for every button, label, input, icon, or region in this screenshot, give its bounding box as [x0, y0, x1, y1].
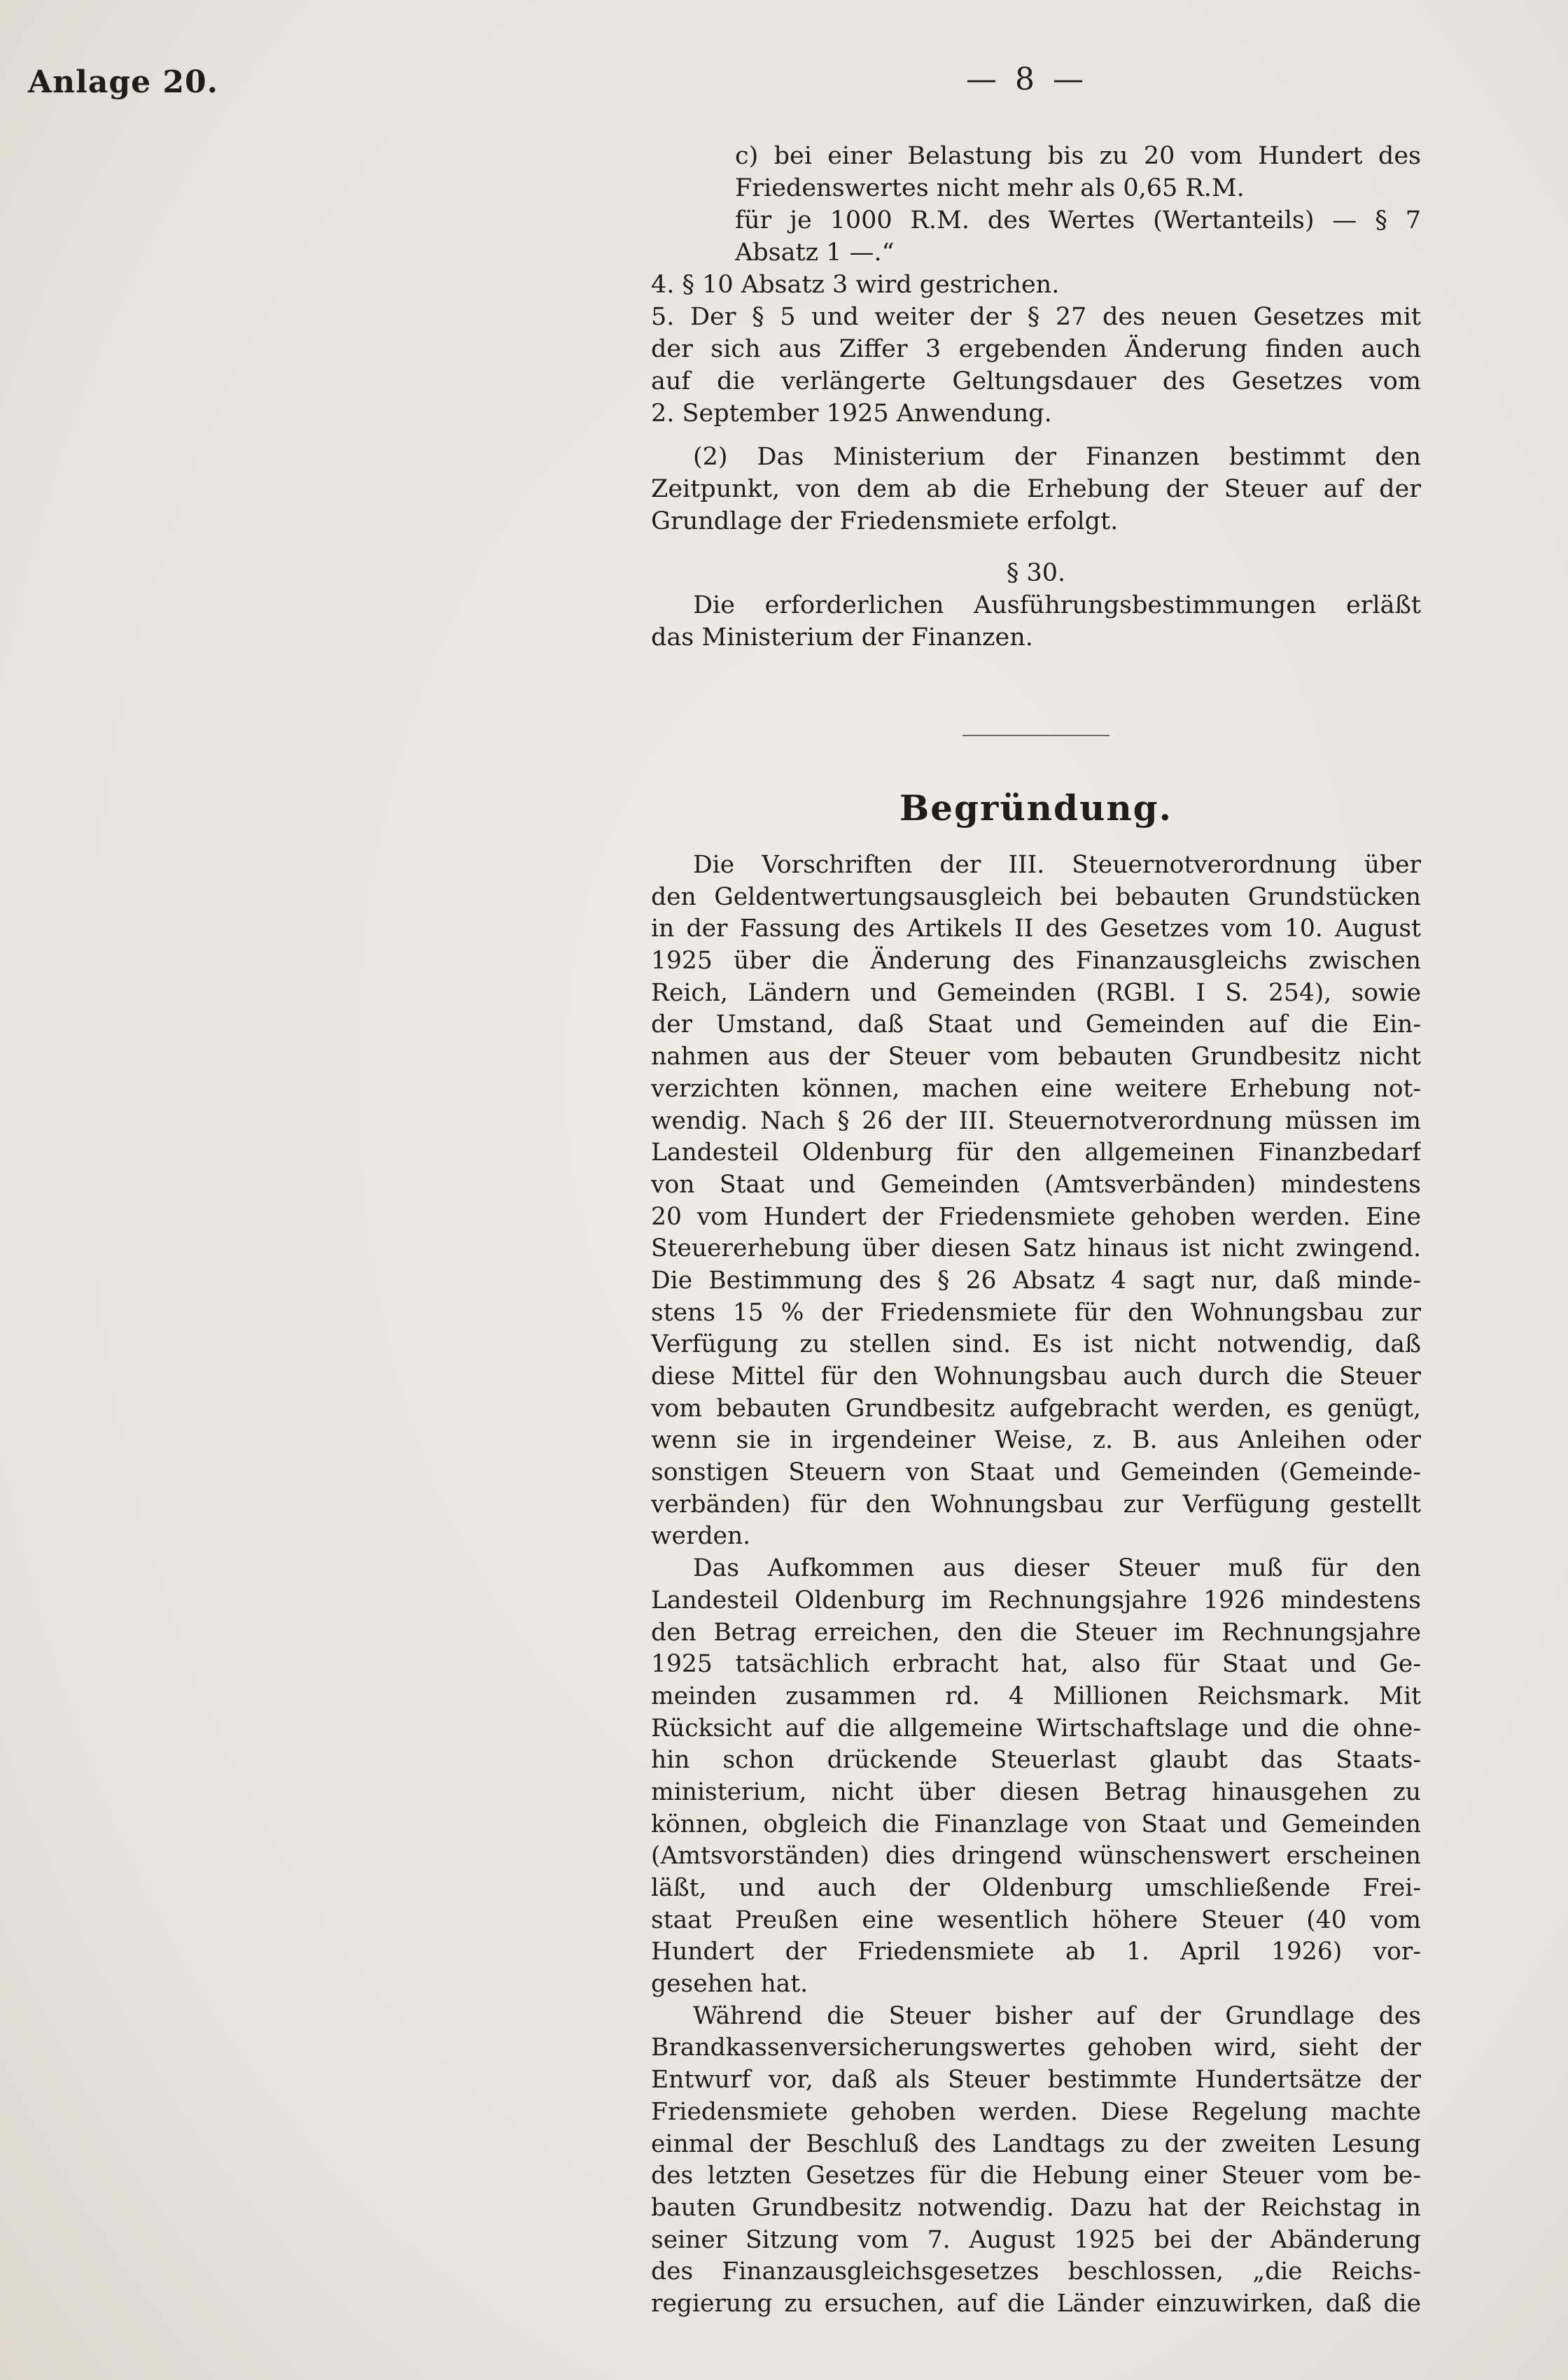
text-line: der Umstand, daß Staat und Gemeinden auf die Ein-: [651, 1011, 1421, 1039]
text-line: das Ministerium der Finanzen.: [651, 624, 1033, 652]
text-line: staat Preußen eine wesentlich höhere Steuer (40 vom: [651, 1906, 1421, 1934]
text-line: Landesteil Oldenburg für den allgemeinen Finanzbedarf: [651, 1139, 1421, 1167]
text-line: (Amtsvorständen) dies dringend wünschenswert erscheinen: [651, 1842, 1421, 1871]
reasoning-paragraph-3: [651, 2001, 1421, 2321]
text-line: für je 1000 R.M. des Wertes (Wertanteils) — § 7: [735, 206, 1421, 234]
text-line: nahmen aus der Steuer vom bebauten Grundbesitz nicht: [651, 1043, 1421, 1071]
text-line: sonstigen Steuern von Staat und Gemeinden (Gemeinde-: [651, 1458, 1421, 1487]
text-line: Rücksicht auf die allgemeine Wirtschaftslage und die ohne-: [651, 1714, 1421, 1742]
text-line: Landesteil Oldenburg im Rechnungsjahre 1926 mindestens: [651, 1586, 1421, 1614]
text-line: 1925 tatsächlich erbracht hat, also für Staat und Ge-: [651, 1650, 1421, 1679]
text-line: Zeitpunkt, von dem ab die Erhebung der Steuer auf der: [651, 475, 1421, 503]
text-line: Das Aufkommen aus dieser Steuer muß für den: [693, 1554, 1421, 1583]
item-c: [651, 140, 1421, 269]
text-line: seiner Sitzung vom 7. August 1925 bei der Abänderung: [651, 2225, 1421, 2254]
text-line: läßt, und auch der Oldenburg umschließende Frei-: [651, 1874, 1421, 1902]
text-line: wendig. Nach § 26 der III. Steuernotverordnung müssen im: [651, 1106, 1421, 1135]
reasoning-heading: Begründung.: [899, 787, 1173, 829]
text-line: c) bei einer Belastung bis zu 20 vom Hundert des: [735, 142, 1421, 170]
text-line: Friedenswertes nicht mehr als 0,65 R.M.: [735, 174, 1245, 202]
text-line: einmal der Beschluß des Landtags zu der zweiten Lesung: [651, 2129, 1421, 2158]
paragraph-2: [651, 441, 1421, 537]
text-line: ministerium, nicht über diesen Betrag hinausgehen zu: [651, 1777, 1421, 1806]
text-line: 4. § 10 Absatz 3 wird gestrichen.: [651, 271, 1060, 299]
text-line: vom bebauten Grundbesitz aufgebracht werden, es genügt,: [651, 1394, 1421, 1423]
item-5: [651, 301, 1421, 430]
text-line: Entwurf vor, daß als Steuer bestimmte Hundertsätze der: [651, 2066, 1421, 2094]
annex-label: Anlage 20.: [28, 64, 218, 100]
text-line: den Geldentwertungsausgleich bei bebauten Grundstücken: [651, 882, 1421, 911]
page-number: — 8 —: [966, 62, 1088, 97]
text-line: des letzten Gesetzes für die Hebung einer Steuer vom be-: [651, 2162, 1421, 2190]
text-line: Friedensmiete gehoben werden. Diese Regelung machte: [651, 2097, 1421, 2126]
text-line: meinden zusammen rd. 4 Millionen Reichsmark. Mit: [651, 1682, 1421, 1710]
text-line: bauten Grundbesitz notwendig. Dazu hat der Reichstag in: [651, 2193, 1421, 2222]
section-30-title: § 30.: [1006, 559, 1066, 587]
text-line: hin schon drückende Steuerlast glaubt das Staats-: [651, 1746, 1421, 1775]
text-line: Die Vorschriften der III. Steuernotverordnung über: [693, 851, 1421, 879]
reasoning-paragraph-2: [651, 1553, 1421, 2001]
text-line: diese Mittel für den Wohnungsbau auch durch die Steuer: [651, 1362, 1421, 1390]
reasoning-paragraph-1: [651, 850, 1421, 1553]
text-line: Hundert der Friedensmiete ab 1. April 1926) vor-: [651, 1938, 1421, 1966]
text-line: werden.: [651, 1522, 751, 1551]
text-line: 20 vom Hundert der Friedensmiete gehoben werden. Eine: [651, 1202, 1421, 1231]
text-line: den Betrag erreichen, den die Steuer im Rechnungsjahre: [651, 1618, 1421, 1647]
text-line: Die erforderlichen Ausführungsbestimmungen erläßt: [693, 591, 1421, 619]
text-line: verbänden) für den Wohnungsbau zur Verfügung gestellt: [651, 1490, 1421, 1519]
text-line: Absatz 1 —.“: [735, 239, 895, 267]
reasoning-section: [651, 784, 1421, 2321]
text-line: 2. September 1925 Anwendung.: [651, 400, 1052, 428]
text-line: regierung zu ersuchen, auf die Länder einzuwirken, daß die: [651, 2289, 1421, 2318]
text-line: Während die Steuer bisher auf der Grundlage des: [693, 2001, 1421, 2030]
section-30-text: [651, 589, 1421, 654]
section-divider: [962, 735, 1110, 736]
text-line: können, obgleich die Finanzlage von Staat und Gemeinden: [651, 1810, 1421, 1838]
text-line: Reich, Ländern und Gemeinden (RGBl. I S. 254), sowie: [651, 978, 1421, 1007]
text-line: wenn sie in irgendeiner Weise, z. B. aus Anleihen oder: [651, 1426, 1421, 1455]
text-line: gesehen hat.: [651, 1970, 808, 1999]
law-text-continuation: [651, 140, 1421, 654]
text-line: Grundlage der Friedensmiete erfolgt.: [651, 507, 1119, 535]
text-line: auf die verlängerte Geltungsdauer des Gesetzes vom: [651, 367, 1421, 395]
text-line: verzichten können, machen eine weitere Erhebung not-: [651, 1074, 1421, 1103]
text-line: Die Bestimmung des § 26 Absatz 4 sagt nur, daß minde-: [651, 1266, 1421, 1295]
text-line: 1925 über die Änderung des Finanzausgleichs zwischen: [651, 947, 1421, 976]
text-line: stens 15 % der Friedensmiete für den Wohnungsbau zur: [651, 1298, 1421, 1327]
item-4: [651, 269, 1421, 301]
text-line: von Staat und Gemeinden (Amtsverbänden) mindestens: [651, 1170, 1421, 1199]
text-line: des Finanzausgleichsgesetzes beschlossen, „die Reichs-: [651, 2258, 1421, 2286]
text-line: (2) Das Ministerium der Finanzen bestimmt den: [693, 443, 1421, 471]
text-line: Verfügung zu stellen sind. Es ist nicht notwendig, daß: [651, 1330, 1421, 1359]
text-line: Brandkassenversicherungswertes gehoben wird, sieht der: [651, 2034, 1421, 2062]
text-line: Steuererhebung über diesen Satz hinaus ist nicht zwingend.: [651, 1234, 1421, 1263]
text-line: in der Fassung des Artikels II des Gesetzes vom 10. August: [651, 915, 1421, 943]
text-line: der sich aus Ziffer 3 ergebenden Änderung finden auch: [651, 335, 1421, 363]
text-line: 5. Der § 5 und weiter der § 27 des neuen Gesetzes mit: [651, 303, 1421, 331]
